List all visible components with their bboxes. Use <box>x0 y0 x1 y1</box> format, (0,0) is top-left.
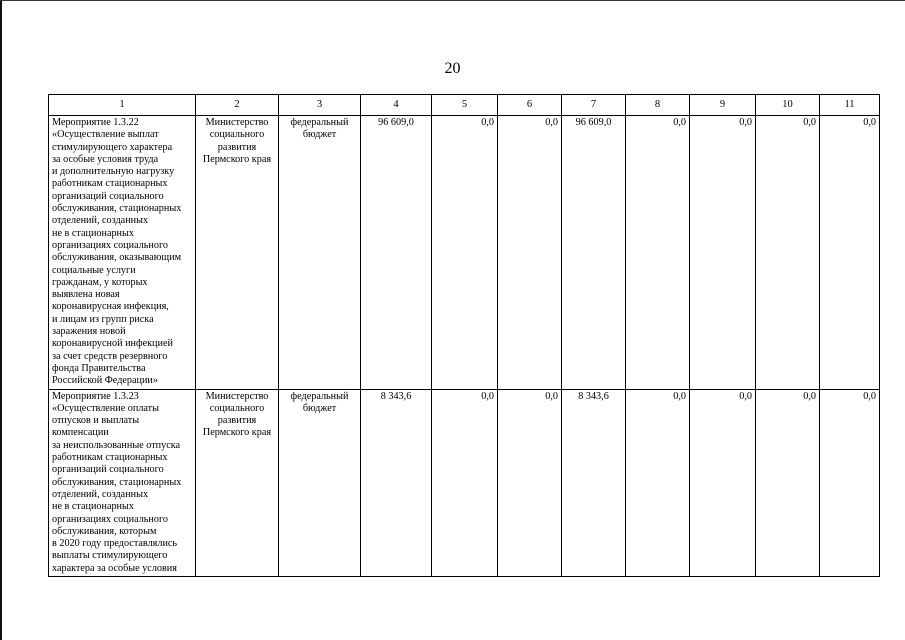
activity-name-cell: Мероприятие 1.3.23 «Осуществление оплаты отпусков и выплаты компенсации за неиспользованные отпуска работникам стационарных организаций социального обслуживания, стационарных отделений, созданных не в стационарных организациях социального обслуживания, которым в 2020 году предоставлялись выплаты стимулирующего характера за особые условия <box>49 389 196 576</box>
column-header: 9 <box>690 95 756 116</box>
value-cell: 0,0 <box>626 389 690 576</box>
value-cell: 0,0 <box>626 116 690 390</box>
table-row <box>49 389 880 576</box>
table-row <box>49 116 880 390</box>
value-cell: 8 343,6 <box>562 389 626 576</box>
value-cell: 8 343,6 <box>361 389 432 576</box>
column-header: 10 <box>756 95 820 116</box>
funding-source-cell: федеральный бюджет <box>279 116 361 390</box>
responsible-org-cell: Министерство социального развития Пермского края <box>196 389 279 576</box>
value-cell: 0,0 <box>498 389 562 576</box>
value-cell: 0,0 <box>432 389 498 576</box>
column-header: 11 <box>820 95 880 116</box>
value-cell: 0,0 <box>756 389 820 576</box>
page-number: 20 <box>444 60 461 77</box>
header-row <box>49 95 880 116</box>
column-header: 6 <box>498 95 562 116</box>
page-edge-left <box>0 0 2 640</box>
column-header: 2 <box>196 95 279 116</box>
value-cell: 0,0 <box>820 116 880 390</box>
value-cell: 96 609,0 <box>361 116 432 390</box>
value-cell: 96 609,0 <box>562 116 626 390</box>
column-header: 7 <box>562 95 626 116</box>
column-header: 1 <box>49 95 196 116</box>
column-header: 4 <box>361 95 432 116</box>
value-cell: 0,0 <box>690 116 756 390</box>
column-header: 3 <box>279 95 361 116</box>
value-cell: 0,0 <box>690 389 756 576</box>
value-cell: 0,0 <box>820 389 880 576</box>
value-cell: 0,0 <box>498 116 562 390</box>
value-cell: 0,0 <box>756 116 820 390</box>
responsible-org-cell: Министерство социального развития Пермского края <box>196 116 279 390</box>
page-edge-top <box>0 0 905 1</box>
budget-table <box>48 94 880 577</box>
column-header: 5 <box>432 95 498 116</box>
value-cell: 0,0 <box>432 116 498 390</box>
activity-name-cell: Мероприятие 1.3.22 «Осуществление выплат стимулирующего характера за особые условия труда и дополнительную нагрузку работникам стационарных организаций социального обслуживания, стационарных отделений, созданных не в стационарных организациях социального обслуживания, оказывающим социальные услуги гражданам, у которых выявлена новая коронавирусная инфекция, и лицам из групп риска заражения новой коронавирусной инфекцией за счет средств резервного фонда Правительства Российской Федерации» <box>49 116 196 390</box>
funding-source-cell: федеральный бюджет <box>279 389 361 576</box>
column-header: 8 <box>626 95 690 116</box>
